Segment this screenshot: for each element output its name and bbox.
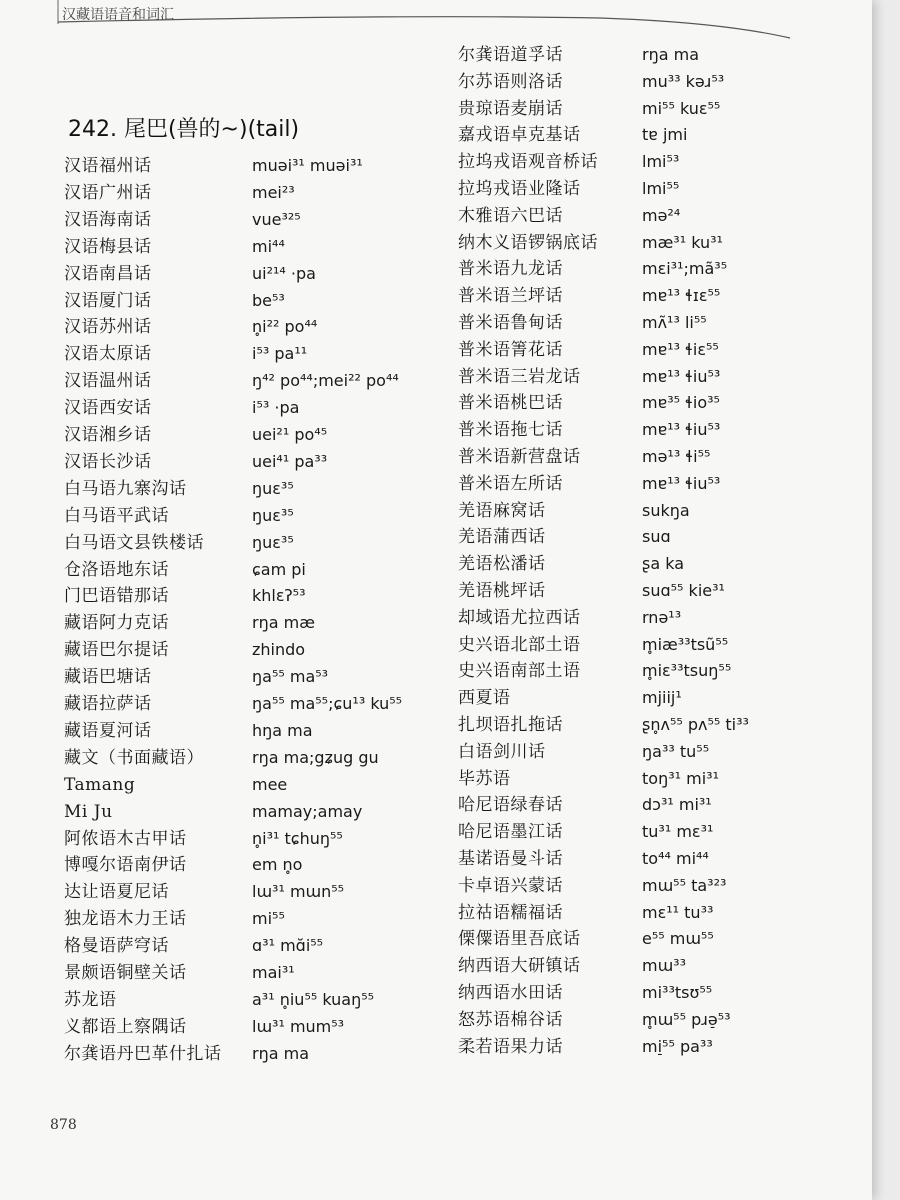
word-form: ŋuɛ³⁵ [252, 478, 294, 498]
language-name: 普米语拖七话 [458, 420, 563, 441]
language-name: 普米语箐花话 [458, 339, 563, 360]
language-name: 卡卓语兴蒙话 [458, 875, 563, 896]
language-name: 仓洛语地东话 [64, 559, 169, 580]
language-name: 普米语三岩龙话 [458, 366, 581, 387]
language-name: 白马语九寨沟话 [64, 478, 187, 499]
language-name: 藏语巴塘话 [64, 667, 152, 688]
word-form: dɔ³¹ mi³¹ [642, 795, 712, 815]
word-form: mi⁴⁴ [252, 236, 285, 256]
language-name: 普米语桃巴话 [458, 393, 563, 414]
language-name: 普米语左所话 [458, 473, 563, 494]
word-form: lmi⁵⁵ [642, 179, 680, 198]
word-form: rnə¹³ [642, 607, 682, 627]
word-form: rŋa ma;gʑug gu [252, 747, 379, 767]
language-name: 柔若语果力话 [458, 1036, 563, 1057]
word-form: sukŋa [642, 500, 690, 520]
word-form: toŋ³¹ mi³¹ [642, 768, 719, 788]
word-form: be⁵³ [252, 290, 285, 310]
language-name: 纳木义语锣锅底话 [458, 232, 598, 253]
language-name: 阿侬语木古甲话 [64, 828, 187, 849]
language-name: 普米语新营盘话 [458, 447, 581, 467]
word-form: mɐ¹³ ɬiɛ⁵⁵ [642, 339, 719, 359]
word-form: hŋa ma [252, 720, 313, 740]
language-name: 羌语蒲西话 [458, 527, 546, 548]
language-name: 尔龚语丹巴革什扎话 [64, 1043, 222, 1064]
language-name: 汉语南昌话 [64, 263, 152, 284]
word-form: mi⁵⁵ kuɛ⁵⁵ [642, 98, 721, 118]
word-form: mɯ³³ [642, 956, 686, 976]
language-name: 普米语九龙话 [458, 259, 563, 280]
word-form: mei²³ [252, 182, 295, 202]
language-name: 尔龚语道孚话 [458, 45, 563, 65]
language-name: 藏语巴尔提话 [64, 640, 169, 661]
language-name: 贵琼语麦崩话 [458, 98, 563, 119]
word-form: zhindo [252, 640, 306, 660]
language-name: 格曼语萨穹话 [64, 936, 169, 957]
word-form: mi̠⁵⁵ pa³³ [642, 1036, 713, 1056]
language-name: 史兴语南部土语 [458, 661, 581, 682]
right-column [458, 42, 858, 1082]
language-name: 却域语尤拉西话 [458, 607, 581, 628]
word-form: suɑ⁵⁵ kie³¹ [642, 581, 725, 600]
word-form: mɐ¹³ ɬiu⁵³ [642, 366, 721, 386]
word-form: em n̥o [252, 855, 303, 875]
word-form: lɯ³¹ mum⁵³ [252, 1016, 345, 1036]
page-number: 878 [50, 1117, 77, 1133]
language-name: 汉语福州话 [64, 156, 152, 176]
word-form: n̥i²² po⁴⁴ [252, 317, 318, 337]
word-form: mamay;amay [252, 801, 363, 821]
word-form: mi³³tsʊ⁵⁵ [642, 983, 713, 1002]
word-form: lmi⁵³ [642, 152, 680, 172]
language-name: 哈尼语墨江话 [458, 822, 563, 843]
language-name: 白语剑川话 [458, 741, 546, 762]
language-name: 拉坞戎语观音桥话 [458, 152, 598, 173]
word-form: ɕam pi [252, 559, 306, 579]
word-form: ŋa⁵⁵ ma⁵⁵;ɕu¹³ ku⁵⁵ [252, 694, 403, 713]
word-form: mjiij¹ [642, 688, 682, 708]
running-header: 汉藏语语音和词汇 [62, 7, 174, 23]
word-form: lɯ³¹ mɯn⁵⁵ [252, 882, 345, 902]
word-form: mə²⁴ [642, 205, 681, 225]
language-name: 汉语广州话 [64, 182, 152, 203]
language-name: 独龙语木力王话 [64, 909, 187, 930]
word-form: ui²¹⁴ ·pa [252, 263, 316, 283]
word-form: ʂn̥ʌ⁵⁵ pʌ⁵⁵ ti³³ [642, 715, 749, 734]
language-name: 汉语梅县话 [64, 236, 152, 257]
word-form: mu³³ kəɹ⁵³ [642, 71, 725, 91]
word-form: khlɛʔ⁵³ [252, 586, 306, 606]
word-form: rŋa mæ [252, 613, 315, 633]
word-form: mɐ¹³ ɬɪɛ⁵⁵ [642, 286, 721, 306]
language-name: 汉语苏州话 [64, 317, 152, 338]
word-form: uei²¹ po⁴⁵ [252, 425, 328, 444]
language-name: 羌语松潘话 [458, 554, 546, 575]
language-name: 普米语鲁甸话 [458, 313, 563, 333]
word-form: m̥iɛ³³tsuŋ⁵⁵ [642, 661, 732, 681]
word-form: ɑ³¹ mɑ̆i⁵⁵ [252, 936, 324, 956]
language-name: 扎坝语扎拖话 [458, 715, 563, 735]
word-form: ŋuɛ³⁵ [252, 532, 294, 552]
language-name: 藏语阿力克话 [64, 613, 169, 634]
word-form: mɯ⁵⁵ ta³²³ [642, 875, 727, 895]
language-name: 藏语拉萨话 [64, 694, 152, 714]
word-form: ŋ⁴² po⁴⁴;mei²² po⁴⁴ [252, 371, 399, 391]
word-form: ʂa ka [642, 554, 685, 574]
word-form: vue³²⁵ [252, 209, 301, 229]
word-form: rŋa ma [252, 1043, 309, 1063]
language-name: 羌语桃坪话 [458, 581, 546, 601]
word-form: mæ³¹ ku³¹ [642, 232, 723, 252]
language-name: 拉祜语糯福话 [458, 902, 563, 923]
word-form: i⁵³ pa¹¹ [252, 344, 308, 364]
language-name: 拉坞戎语业隆话 [458, 179, 581, 199]
language-name: 怒苏语棉谷话 [458, 1009, 563, 1030]
language-name: 博嘎尔语南伊话 [64, 855, 187, 876]
language-name: 基诺语曼斗话 [458, 849, 563, 869]
language-name: 苏龙语 [64, 989, 117, 1010]
language-name: 汉语太原话 [64, 344, 152, 365]
language-name: Mi Ju [64, 801, 113, 822]
language-name: 藏语夏河话 [64, 720, 152, 741]
language-name: 普米语兰坪话 [458, 286, 563, 307]
word-form: to⁴⁴ mi⁴⁴ [642, 849, 709, 868]
language-name: 尔苏语则洛话 [458, 71, 563, 92]
language-name: 纳西语水田话 [458, 983, 563, 1003]
entry-title: 242. 尾巴(兽的~)(tail) [68, 117, 300, 142]
word-form: n̥i³¹ tɕhuŋ⁵⁵ [252, 828, 343, 848]
word-form: m̥ɯ⁵⁵ pɹə̠⁵³ [642, 1009, 731, 1029]
language-name: 义都语上察隅话 [64, 1016, 187, 1037]
language-name: 西夏语 [458, 688, 511, 709]
word-form: ŋa⁵⁵ ma⁵³ [252, 667, 329, 687]
language-name: 达让语夏尼话 [64, 882, 169, 903]
word-form: mai³¹ [252, 963, 295, 982]
language-name: 汉语海南话 [64, 209, 152, 230]
language-name: 汉语温州话 [64, 371, 152, 392]
word-form: suɑ [642, 527, 671, 547]
language-name: 汉语西安话 [64, 398, 152, 419]
word-form: muəi³¹ muəi³¹ [252, 156, 363, 175]
word-form: tɐ jmi [642, 125, 688, 145]
language-name: 傈僳语里吾底话 [458, 929, 581, 950]
word-form: tu³¹ mɛ³¹ [642, 822, 714, 842]
language-name: 史兴语北部土语 [458, 634, 581, 655]
word-form: mi⁵⁵ [252, 909, 285, 929]
word-form: uei⁴¹ pa³³ [252, 451, 328, 471]
language-name: 木雅语六巴话 [458, 205, 563, 226]
word-form: mə¹³ ɬi⁵⁵ [642, 447, 711, 466]
language-name: Tamang [64, 774, 136, 795]
word-form: mɐ¹³ ɬiu⁵³ [642, 420, 721, 440]
word-form: a³¹ n̥iu⁵⁵ kuaŋ⁵⁵ [252, 989, 375, 1009]
language-name: 毕苏语 [458, 768, 511, 789]
word-form: mɐ³⁵ ɬio³⁵ [642, 393, 720, 413]
word-form: mɐ¹³ ɬiu⁵³ [642, 473, 721, 493]
language-name: 哈尼语绿春话 [458, 795, 563, 816]
word-form: i⁵³ ·pa [252, 398, 300, 418]
word-form: mee [252, 774, 288, 794]
language-name: 嘉戎语卓克基话 [458, 125, 581, 146]
word-form: mɛ¹¹ tu³³ [642, 902, 714, 922]
language-name: 景颇语铜壁关话 [64, 963, 187, 983]
word-form: e⁵⁵ mɯ⁵⁵ [642, 929, 714, 949]
left-column [64, 153, 444, 1083]
word-form: rŋa ma [642, 45, 699, 64]
word-form: ŋuɛ³⁵ [252, 505, 294, 525]
language-name: 汉语厦门话 [64, 290, 152, 311]
language-name: 白马语平武话 [64, 505, 169, 526]
word-form: mʌ̃¹³ li⁵⁵ [642, 313, 707, 332]
language-name: 汉语湘乡话 [64, 425, 152, 445]
language-name: 汉语长沙话 [64, 451, 152, 472]
word-form: m̥iæ³³tsũ⁵⁵ [642, 634, 729, 654]
language-name: 门巴语错那话 [64, 586, 169, 607]
language-name: 藏文（书面藏语） [64, 747, 204, 768]
word-form: mɛi³¹;mã³⁵ [642, 259, 728, 279]
language-name: 羌语麻窝话 [458, 500, 546, 521]
language-name: 纳西语大研镇话 [458, 956, 581, 977]
word-form: ŋa³³ tu⁵⁵ [642, 741, 710, 761]
language-name: 白马语文县铁楼话 [64, 532, 204, 553]
